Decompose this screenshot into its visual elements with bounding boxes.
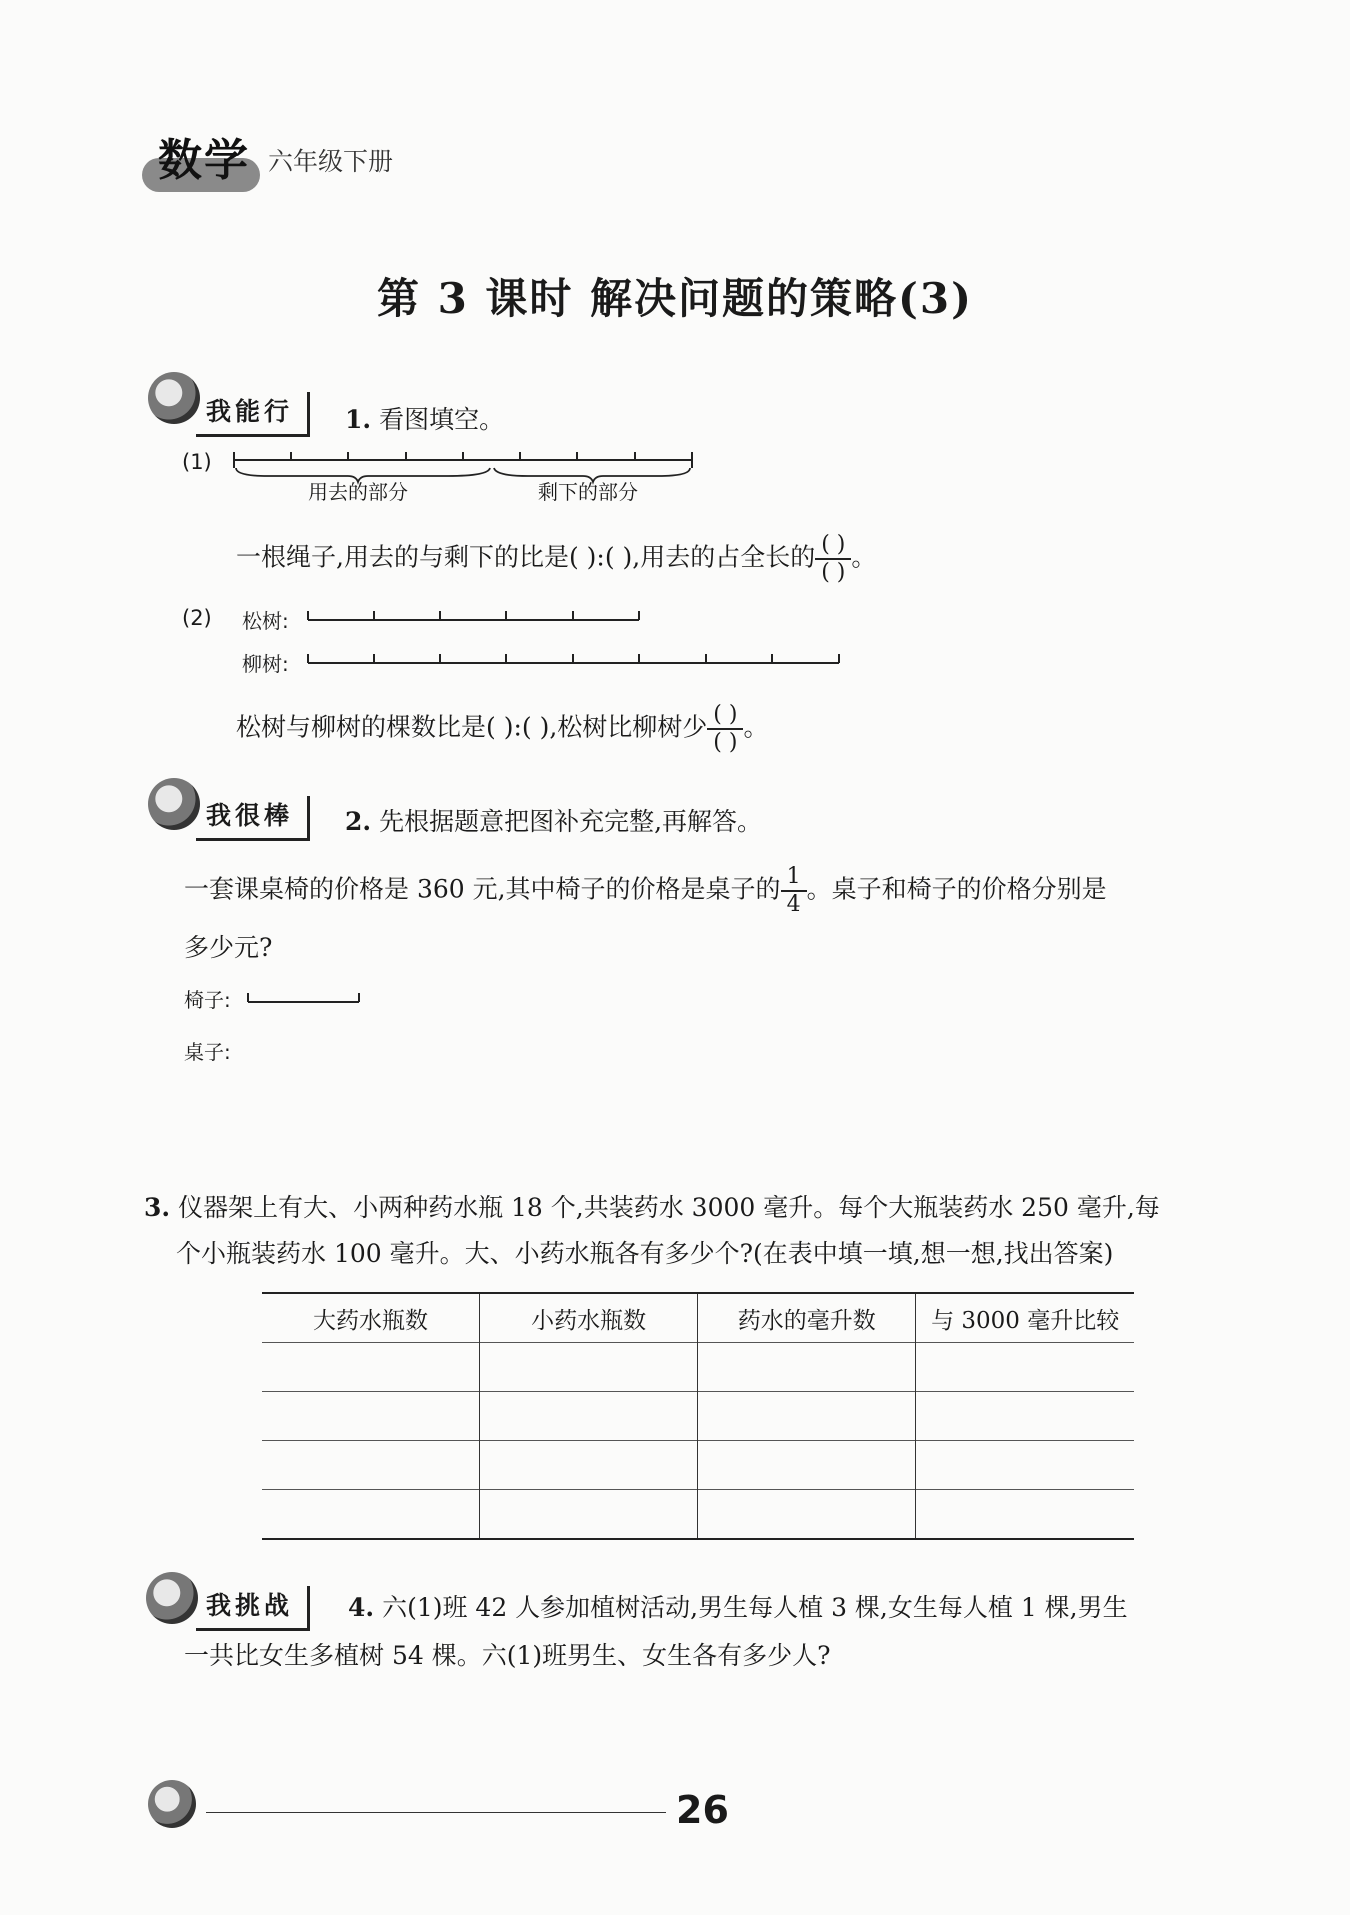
fraction-blank-1[interactable]: $\frac{( )}{( )}$ <box>815 532 851 586</box>
table-cell[interactable] <box>262 1343 480 1392</box>
section-badge-1: 我能行 <box>196 392 310 437</box>
col-compare-3000: 与 3000 毫升比较 <box>916 1293 1134 1343</box>
table-cell[interactable] <box>262 1392 480 1441</box>
grade-label: 六年级下册 <box>268 147 394 176</box>
mascot-icon <box>148 778 200 830</box>
table-row <box>262 1392 1134 1441</box>
fraction-blank-2[interactable]: $\frac{( )}{( )}$ <box>707 702 743 756</box>
question-1-heading <box>345 400 504 436</box>
table-cell[interactable] <box>480 1490 698 1540</box>
question-4-line-2: 一共比女生多植树 54 棵。六(1)班男生、女生各有多少人? <box>184 1641 831 1670</box>
remaining-part-label: 剩下的部分 <box>538 480 638 504</box>
chair-bar <box>246 988 366 1010</box>
pine-bar <box>306 606 646 628</box>
table-cell[interactable] <box>480 1441 698 1490</box>
question-2-heading <box>345 802 762 838</box>
table-cell[interactable] <box>262 1441 480 1490</box>
section-badge-3: 我挑战 <box>196 1586 310 1631</box>
table-cell[interactable] <box>480 1343 698 1392</box>
table-cell[interactable] <box>698 1343 916 1392</box>
table-cell[interactable] <box>916 1441 1134 1490</box>
fraction-one-quarter: $\frac{1}{4}$ <box>781 864 807 918</box>
table-header-row <box>262 1293 1134 1343</box>
question-3-number: 3. <box>144 1193 171 1222</box>
table-cell[interactable] <box>698 1441 916 1490</box>
mascot-icon <box>146 1572 198 1624</box>
chair-label: 椅子: <box>184 988 231 1012</box>
table-cell[interactable] <box>262 1490 480 1540</box>
footer-rule <box>206 1812 666 1813</box>
table-cell[interactable] <box>916 1490 1134 1540</box>
question-4-number: 4. <box>348 1593 375 1622</box>
used-part-label: 用去的部分 <box>308 480 408 504</box>
page-number: 26 <box>676 1788 729 1832</box>
question-2-number: 2. <box>345 807 372 836</box>
pine-label: 松树: <box>242 609 289 633</box>
question-3-line-1: 3. 仪器架上有大、小两种药水瓶 18 个,共装药水 3000 毫升。每个大瓶装药水 250 毫升,每 <box>144 1193 1160 1222</box>
question-2-problem: 一套课桌椅的价格是 360 元,其中椅子的价格是桌子的 $\frac{1}{4}$ 。桌子和椅子的价格分别是 <box>184 864 1107 917</box>
part-1-sentence-text: 一根绳子,用去的与剩下的比是( ):( ),用去的占全长的 <box>236 542 816 572</box>
question-3-line-2: 个小瓶装药水 100 毫升。大、小药水瓶各有多少个?(在表中填一填,想一想,找出答案) <box>176 1239 1114 1268</box>
willow-bar <box>306 649 846 671</box>
section-badge-2: 我很棒 <box>196 796 310 841</box>
table-cell[interactable] <box>698 1392 916 1441</box>
table-cell[interactable] <box>916 1392 1134 1441</box>
table-cell[interactable] <box>480 1392 698 1441</box>
table-row <box>262 1343 1134 1392</box>
mascot-icon <box>148 372 200 424</box>
table-cell[interactable] <box>698 1490 916 1540</box>
question-4-line-1: 4. 六(1)班 42 人参加植树活动,男生每人植 3 棵,女生每人植 1 棵,男生 <box>348 1593 1128 1622</box>
answer-table <box>262 1292 1134 1540</box>
question-1-text: 看图填空。 <box>379 405 505 434</box>
col-large-bottles: 大药水瓶数 <box>313 1307 429 1334</box>
question-2-problem-cont: 多少元? <box>184 933 273 962</box>
footer-mascot-icon <box>148 1780 196 1828</box>
subject-logo: 数学 <box>148 132 260 190</box>
part-2-label: (2) <box>182 606 212 630</box>
part-2-sentence: 松树与柳树的棵数比是( ):( ),松树比柳树少 $\frac{( )}{( )}$ 。 <box>236 702 769 755</box>
part-1-label: (1) <box>182 450 212 474</box>
part-2-sentence-text: 松树与柳树的棵数比是( ):( ),松树比柳树少 <box>236 712 708 742</box>
col-total-ml: 药水的毫升数 <box>698 1293 916 1343</box>
col-small-bottles: 小药水瓶数 <box>480 1293 698 1343</box>
table-row <box>262 1441 1134 1490</box>
table-row <box>262 1490 1134 1540</box>
desk-label[interactable]: 桌子: <box>184 1040 231 1064</box>
willow-label: 柳树: <box>242 652 289 676</box>
page-title: 第 3 课时 解决问题的策略(3) <box>376 274 974 323</box>
question-2-text: 先根据题意把图补充完整,再解答。 <box>379 807 763 836</box>
question-1-number: 1. <box>345 405 372 434</box>
part-1-sentence: 一根绳子,用去的与剩下的比是( ):( ),用去的占全长的 $\frac{( )}{( )}$ 。 <box>236 532 877 585</box>
table-cell[interactable] <box>916 1343 1134 1392</box>
